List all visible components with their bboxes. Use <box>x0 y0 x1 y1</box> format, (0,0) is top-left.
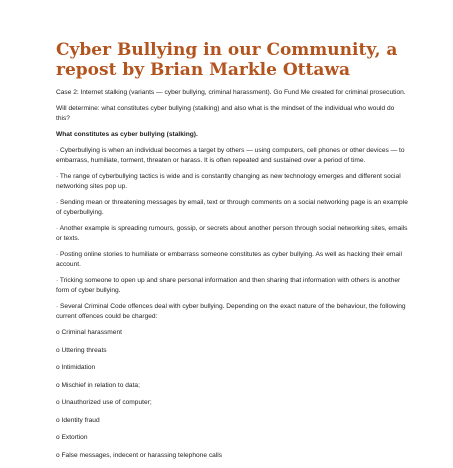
bullet-paragraph: · Posting online stories to humiliate or embarrass someone constitutes as cyber bullying. As well as hacking their email account. <box>56 251 402 268</box>
bullet-paragraph: · Another example is spreading rumours, gossip, or secrets about another person through social networking sites, emails or texts. <box>56 225 408 242</box>
offence-list-item: o Mischief in relation to data; <box>56 381 140 389</box>
bullet-paragraph: · Tricking someone to open up and share personal information and then sharing that information with others is another form of cyber bullying. <box>56 277 401 294</box>
offence-list-item: o Uttering threats <box>56 346 107 354</box>
bullet-paragraph: · Cyberbullying is when an individual becomes a target by others — using computers, cell phones or other devices — to embarrass, humiliate, torment, threaten or harass. It is often repeated and sustained over a period of time. <box>56 147 405 164</box>
offence-list-item: o Extortion <box>56 434 88 441</box>
bullet-paragraph: · The range of cyberbullying tactics is wide and is constantly changing as new technology emerges and different social networking sites pop up. <box>56 173 401 190</box>
offence-list-item: o Criminal harassment <box>56 329 122 336</box>
offence-list-item: o False messages, indecent or harassing telephone calls <box>56 451 223 459</box>
offence-list-item: o Identity fraud <box>56 416 100 424</box>
bullet-paragraph: · Sending mean or threatening messages by email, text or through comments on a social networking page is an example of cyberbullying. <box>56 199 408 216</box>
document-title: Cyber Bullying in our Community, a repost by Brian Markle Ottawa <box>56 40 398 80</box>
paragraph-case-intro: Case 2: Internet stalking (variants — cyber bullying, criminal harassment). Go Fund Me created for criminal prosecution. <box>56 89 406 96</box>
offence-list-item: o Unauthorized use of computer; <box>56 399 152 406</box>
paragraph-determine: Will determine: what constitutes cyber bullying (stalking) and also what is the mindset of the individual who would do this? <box>56 105 395 122</box>
section-heading: What constitutes as cyber bullying (stalking). <box>56 131 198 138</box>
document-body <box>56 88 408 468</box>
bullet-paragraph: · Several Criminal Code offences deal with cyber bullying. Depending on the exact nature of the behaviour, the following current offences could be charged: <box>56 303 406 320</box>
offence-list-item: o Intimidation <box>56 364 96 371</box>
